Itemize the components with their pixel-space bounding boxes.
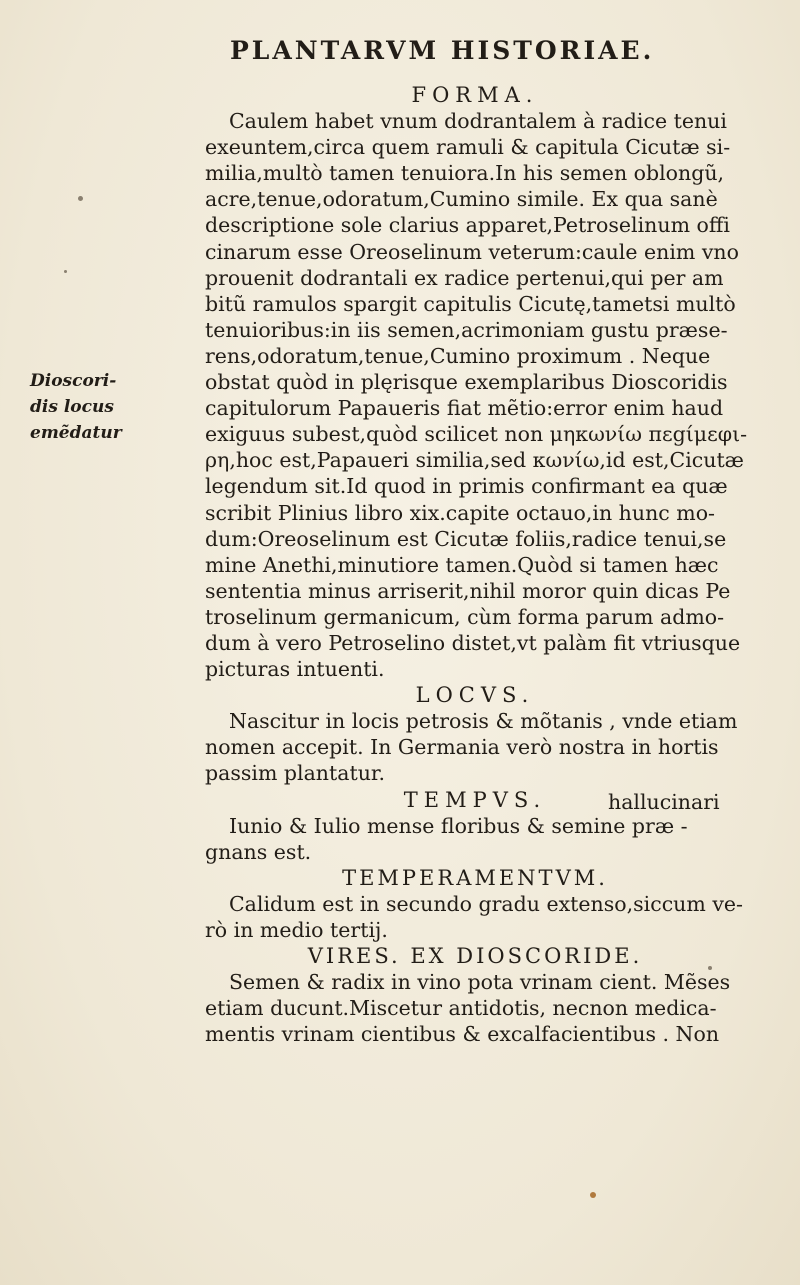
- text-line: gnans est.: [205, 839, 312, 864]
- text-line: troselinum germanicum, cùm forma parum admo-: [205, 604, 725, 629]
- text-line: ρη,hoc est,Papaueri similia,sed κωνίω,id est,Cicutæ: [205, 448, 744, 473]
- text-line: milia,multò tamen tenuiora.In his semen oblongũ,: [205, 161, 725, 186]
- main-text: [205, 82, 748, 1047]
- ink-spot: [590, 1192, 596, 1198]
- catchword: hallucinari: [608, 790, 720, 814]
- text-line: acre,tenue,odoratum,Cumino simile. Ex qua sanè: [205, 187, 718, 212]
- section-heading-vires: VIRES. EX DIOSCORIDE.: [307, 944, 643, 969]
- paragraph-tempus: [205, 813, 745, 865]
- margin-note-line: dis locus: [30, 397, 114, 417]
- ink-spot: [708, 966, 712, 970]
- margin-note-line: emẽdatur: [30, 423, 122, 443]
- section-heading-tempus: TEMPVS.: [403, 787, 547, 812]
- margin-note-line: Dioscori-: [30, 371, 117, 391]
- text-line: Iunio & Iulio mense floribus & semine præ -: [229, 813, 688, 838]
- text-line: descriptione sole clarius apparet,Petroselinum offi: [205, 213, 730, 238]
- text-line: rò in medio tertij.: [205, 918, 388, 942]
- text-line: legendum sit.Id quod in primis confirmant ea quæ: [205, 474, 728, 499]
- text-line: exiguus subest,quòd scilicet non μηκωνίω πεgίμεφι-: [205, 422, 748, 447]
- text-line: picturas intuenti.: [205, 657, 385, 682]
- section-heading-locus: LOCVS.: [415, 683, 535, 708]
- text-line: mentis vrinam cientibus & excalfacientibus . Non: [205, 1022, 720, 1047]
- text-line: prouenit dodrantali ex radice pertenui,qui per am: [205, 265, 724, 290]
- ink-spot: [78, 196, 83, 201]
- text-line: Caulem habet vnum dodrantalem à radice tenui: [229, 109, 727, 134]
- text-line: dum:Oreoselinum est Cicutæ foliis,radice tenui,se: [205, 526, 727, 551]
- paragraph-forma: [205, 108, 748, 682]
- text-line: obstat quòd in plęrisque exemplaribus Dioscoridis: [205, 370, 728, 395]
- text-line: Semen & radix in vino pota vrinam cient. Mẽses: [229, 970, 731, 995]
- margin-note: [30, 368, 180, 446]
- paragraph-locus: [205, 708, 745, 786]
- text-line: bitũ ramulos spargit capitulis Cicutę,tametsi multò: [205, 291, 736, 316]
- ink-spot: [64, 270, 67, 273]
- paragraph-temperamentum: [205, 891, 745, 943]
- text-line: nomen accepit. In Germania verò nostra in hortis: [205, 735, 719, 760]
- text-line: Nascitur in locis petrosis & mõtanis , vnde etiam: [229, 709, 738, 734]
- paragraph-vires: [205, 969, 745, 1047]
- text-line: tenuioribus:in iis semen,acrimoniam gustu præse-: [205, 317, 728, 342]
- running-head: PLANTARVM HISTORIAE.: [230, 36, 655, 65]
- text-line: Calidum est in secundo gradu extenso,siccum ve-: [229, 891, 743, 916]
- text-line: rens,odoratum,tenue,Cumino proximum . Neque: [205, 343, 711, 368]
- text-line: exeuntem,circa quem ramuli & capitula Cicutæ si-: [205, 135, 731, 160]
- text-line: capitulorum Papaueris fiat mẽtio:error enim haud: [205, 396, 724, 421]
- text-line: etiam ducunt.Miscetur antidotis, necnon medica-: [205, 996, 717, 1021]
- text-line: cinarum esse Oreoselinum veterum:caule enim vno: [205, 239, 739, 264]
- text-line: scribit Plinius libro xix.capite octauo,in hunc mo-: [205, 500, 715, 525]
- text-line: sententia minus arriserit,nihil moror quin dicas Pe: [205, 578, 731, 603]
- section-heading-forma: FORMA.: [411, 83, 539, 107]
- text-line: dum à vero Petroselino distet,vt palàm fit vtriusque: [205, 630, 741, 655]
- section-heading-temperamentum: TEMPERAMENTVM.: [342, 865, 608, 890]
- text-line: mine Anethi,minutiore tamen.Quòd si tamen hæc: [205, 552, 719, 577]
- text-line: passim plantatur.: [205, 761, 385, 786]
